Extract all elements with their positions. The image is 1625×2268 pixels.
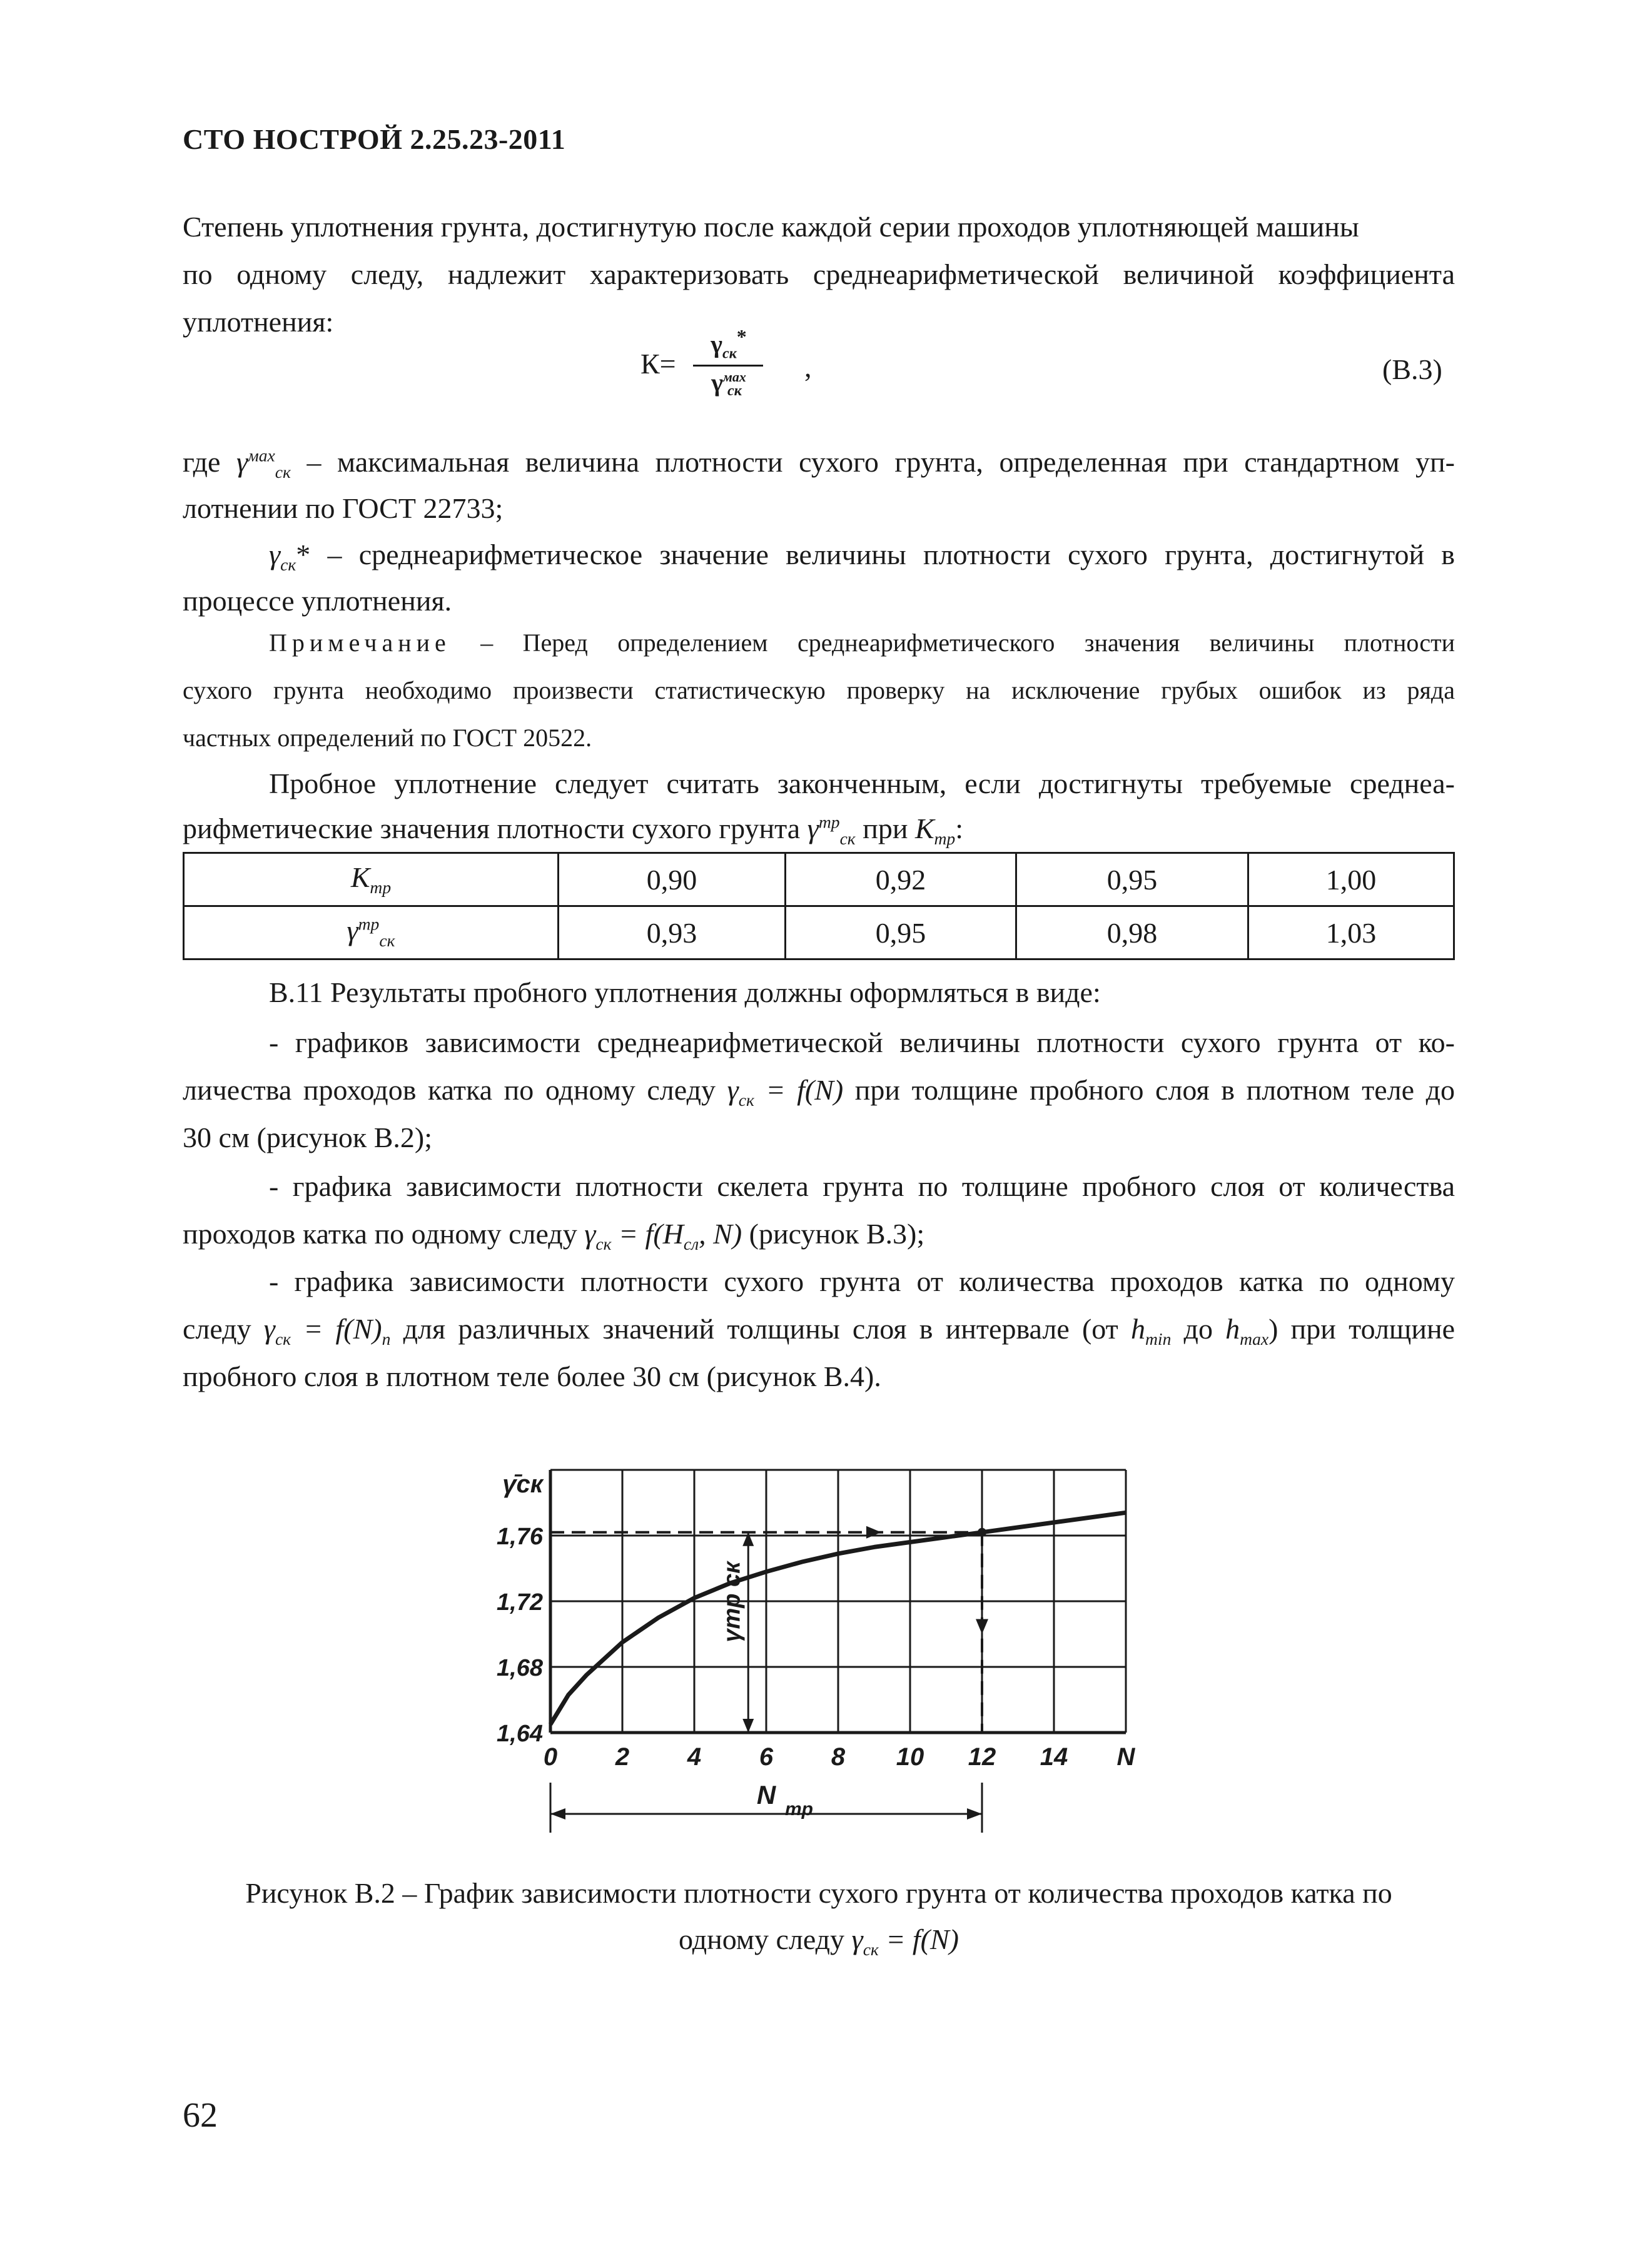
formula-numerator [694,325,763,362]
b11-item2-eq-end: , N) [699,1218,742,1250]
b11-item1-gamma: γ [727,1074,739,1106]
where-a-line-2: лотнении по ГОСТ 22733; [183,492,504,524]
table-cell: 0,95 [786,906,1016,959]
ntr-label: N [756,1780,776,1810]
table-cell: 0,95 [1016,853,1248,906]
caption-pre: одному следу [679,1923,852,1955]
b11-item1-eq: = f(N) [754,1074,844,1106]
table-k-symbol: К [350,861,370,894]
table-cell: 1,03 [1248,906,1454,959]
b11-item3-line-1: - графика зависимости плотности сухого грунта от количества проходов катка по одному [269,1265,1455,1297]
formula-lhs: К= [640,348,676,380]
table-cell: 0,90 [559,853,786,906]
where-b-line-1 [269,538,1455,575]
b11-item1-line-2 [183,1073,1455,1110]
trial-end: : [955,813,964,844]
x-tick-label: 8 [831,1743,846,1771]
trial-k-sub: тр [934,829,956,849]
figure-caption [183,1870,1455,1973]
b11-title: В.11 Результаты пробного уплотнения должны оформляться в виде: [269,976,1101,1008]
formula-num-star: * [736,325,747,348]
x-tick-label: 0 [543,1743,558,1771]
formula-comma: , [804,351,812,383]
b11-item1-sub: ск [738,1090,754,1110]
ntr-arrow-right [967,1808,982,1820]
table-row-gamma [184,906,1454,959]
trial-k: К [914,813,934,844]
intro-line-3: уплотнения: [183,306,334,338]
x-tick-label: 12 [968,1743,996,1771]
gamma-tr-label: γтр ск [719,1561,746,1643]
y-tick-label: 1,72 [497,1589,543,1616]
table-gamma-symbol: γ [347,914,358,947]
caption-line-1: Рисунок В.2 – График зависимости плотности сухого грунта от количества проходов катка по [245,1877,1392,1909]
b11-item2-pre: проходов катка по одному следу [183,1218,585,1250]
table-cell: 1,00 [1248,853,1454,906]
where-b-star: * [296,539,311,570]
ntr-label-sub: тр [785,1799,813,1820]
table-row-k [184,853,1454,906]
document-header: СТО НОСТРОЙ 2.25.23-2011 [183,123,566,155]
x-tick-label: N [1116,1743,1135,1771]
where-b-text: – среднеарифметическое значение величины плотности сухого грунта, достигнутой в [310,539,1455,570]
ntr-arrow-left [550,1808,565,1820]
formula-fraction-bar [693,365,763,367]
caption-gamma: γ [851,1923,863,1955]
trial-gamma-sub: ск [839,829,856,849]
where-a-sup: мах [248,445,275,465]
b11-item2-sub: ск [595,1234,612,1254]
x-tick-label: 4 [687,1743,702,1771]
intro-line-1: Степень уплотнения грунта, достигнутую после каждой серии проходов уплотняющей машины [183,211,1359,243]
table-gamma-sub: ск [379,931,395,951]
chart-grid [550,1470,1126,1733]
x-tick-label: 14 [1040,1743,1068,1771]
where-b-sub: ск [280,555,296,575]
b11-item3-to: до [1171,1313,1226,1345]
b11-item3-mid: для различных значений толщины слоя в интервале (от [390,1313,1131,1345]
b11-item3-h: h [1130,1313,1145,1345]
where-a-text: – максимальная величина плотности сухого грунта, определенная при стандартном уп- [290,446,1455,478]
formula-num-gamma: γ [711,330,722,358]
trial-line-2 [183,812,963,849]
dimension-arrow-down [742,1719,754,1733]
b11-item3-pre: следу [183,1313,264,1345]
b11-item2-line-2 [183,1217,924,1254]
trial-gamma: γ [807,813,819,844]
trial-gamma-sup: тр [818,812,840,832]
note-line-3: частных определений по ГОСТ 20522. [183,724,592,752]
note-text-1: – Перед определением среднеарифметического значения величины плотности [450,629,1455,657]
arrow-head-right [866,1526,881,1539]
density-chart [475,1439,1163,1845]
formula-num-sub: ск [722,345,737,362]
table-row-label-k [184,853,559,906]
b11-item3-h2: h [1225,1313,1240,1345]
table-cell: 0,98 [1016,906,1248,959]
where-a-symbol: γ [236,446,248,478]
intro-line-2: по одному следу, надлежит характеризовать среднеарифметической величиной коэффициента [183,258,1455,290]
formula-den-sup: мах [722,369,746,385]
x-tick-label: 10 [896,1743,924,1771]
caption-eq: = f(N) [878,1923,959,1955]
b11-item2-eq-sub: сл [683,1234,699,1254]
b11-item1-line-3: 30 см (рисунок В.2); [183,1121,433,1153]
b11-item3-eq-sub: n [382,1329,391,1349]
trial-pre: рифметические значения плотности сухого грунта [183,813,807,844]
density-table [183,852,1455,960]
caption-sub: ск [863,1940,879,1960]
b11-item3-hmin: min [1145,1329,1172,1349]
b11-item1-line-1: - графиков зависимости среднеарифметической величины плотности сухого грунта от ко- [269,1026,1455,1058]
where-a-pre: где [183,446,236,478]
b11-item3-sub: ск [275,1329,291,1349]
table-gamma-sup: тр [358,914,380,934]
formula-den-gamma: γ [711,368,723,397]
y-tick-label: 1,64 [497,1721,543,1747]
arrow-head-down [976,1619,988,1634]
b11-item3-post: ) при толщине [1268,1313,1455,1345]
table-cell: 0,93 [559,906,786,959]
b11-item3-eq: = f(N) [291,1313,382,1345]
x-tick-label: 2 [615,1743,630,1771]
y-axis-label: γ̄ск [502,1471,543,1498]
y-tick-label: 1,68 [497,1655,543,1681]
table-cell: 0,92 [786,853,1016,906]
b11-item3-hmax: max [1240,1329,1269,1349]
formula-den-sub: ск [727,383,742,399]
note-label: Примечание [269,629,451,657]
caption-line-2 [183,1916,1455,1973]
b11-item1-post: при толщине пробного слоя в плотном теле до [843,1074,1455,1106]
where-b-line-2: процессе уплотнения. [183,585,452,617]
trial-mid: при [855,813,915,844]
page-number: 62 [183,2096,218,2135]
formula-number: (В.3) [1382,353,1442,385]
x-tick-label: 6 [759,1743,774,1771]
note-line-1 [269,628,1455,657]
table-k-sub: тр [370,878,392,898]
b11-item2-eq: = f(H [611,1218,684,1250]
target-point [978,1528,986,1537]
where-a-line-1 [183,445,1455,482]
b11-item3-line-2 [183,1312,1455,1349]
b11-item2-line-1: - графика зависимости плотности скелета грунта по толщине пробного слоя от количества [269,1170,1455,1202]
trial-line-1: Пробное уплотнение следует считать законченным, если достигнуты требуемые среднеа- [269,767,1455,799]
b11-item2-gamma: γ [584,1218,596,1250]
formula-denominator [694,370,763,398]
b11-item3-line-3: пробного слоя в плотном теле более 30 см (рисунок В.4). [183,1360,881,1392]
y-tick-label: 1,76 [497,1524,543,1550]
b11-item1-pre: личества проходов катка по одному следу [183,1074,727,1106]
note-line-2: сухого грунта необходимо произвести статистическую проверку на исключение грубых ошибок из ряда [183,676,1455,704]
b11-item3-gamma: γ [263,1313,275,1345]
chart-ticks [497,1471,1136,1771]
where-a-sub: ск [275,462,291,482]
dimension-arrow-up [742,1532,754,1546]
table-row-label-gamma [184,906,559,959]
where-b-symbol: γ [269,539,281,570]
b11-item2-post: (рисунок В.3); [742,1218,925,1250]
